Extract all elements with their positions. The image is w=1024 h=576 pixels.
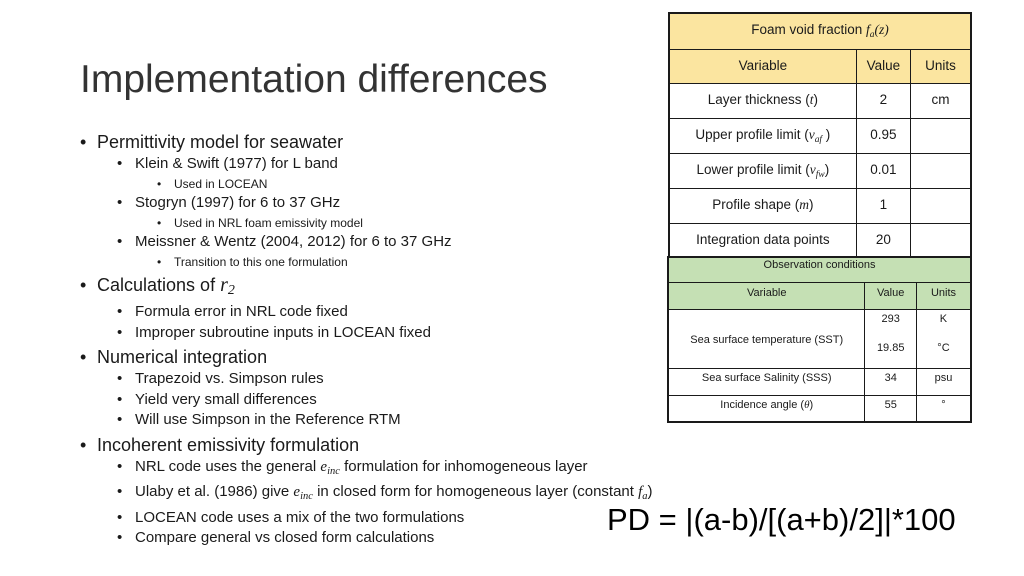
foam-variable-cell: Profile shape (m) xyxy=(669,188,856,223)
obs-header-value: Value xyxy=(865,282,917,309)
bullet-trapezoid: • Trapezoid vs. Simpson rules xyxy=(80,369,720,390)
obs-incidence-value: 55 xyxy=(865,395,917,422)
obs-sst-label: Sea surface temperature (SST) xyxy=(668,309,865,368)
table-row xyxy=(668,395,971,422)
bullet-stogryn-note: • Used in NRL foam emissivity model xyxy=(80,214,720,233)
calculations-label: Calculations of xyxy=(97,275,216,295)
foam-units-cell xyxy=(911,153,971,188)
slide-title: Implementation differences xyxy=(80,58,548,101)
foam-value-cell: 20 xyxy=(856,223,910,258)
bullet-klein-swift: • Klein & Swift (1977) for L band xyxy=(80,154,720,175)
bullet-stogryn: • Stogryn (1997) for 6 to 37 GHz xyxy=(80,193,720,214)
foam-units-cell xyxy=(911,223,971,258)
table-row xyxy=(668,309,971,368)
percent-difference-formula: PD = |(a-b)/[(a+b)/2]|*100 xyxy=(607,502,956,537)
bullet-calculations xyxy=(80,274,720,302)
bullet-permittivity: • Permittivity model for seawater xyxy=(80,131,720,154)
foam-units-cell xyxy=(911,118,971,153)
sst-value-celsius: 19.85 xyxy=(876,341,905,354)
obs-incidence-label: Incidence angle (θ) xyxy=(668,395,865,422)
bullet-small-differences: • Yield very small differences xyxy=(80,390,720,411)
obs-sss-label: Sea surface Salinity (SSS) xyxy=(668,368,865,395)
sst-value-kelvin: 293 xyxy=(881,312,900,325)
table-row xyxy=(669,188,971,223)
foam-value-cell: 1 xyxy=(856,188,910,223)
obs-incidence-unit: ° xyxy=(916,395,971,422)
bullet-incoherent: • Incoherent emissivity formulation xyxy=(80,434,720,457)
foam-value-cell: 2 xyxy=(856,83,910,118)
bullet-simpson-reference: • Will use Simpson in the Reference RTM xyxy=(80,410,720,431)
obs-header-variable: Variable xyxy=(668,282,865,309)
obs-table-title: Observation conditions xyxy=(668,257,971,282)
sst-unit-kelvin: K xyxy=(939,312,948,325)
sst-unit-celsius: °C xyxy=(937,341,950,354)
bullet-list xyxy=(80,128,720,549)
bullet-numerical: • Numerical integration xyxy=(80,346,720,369)
table-row xyxy=(669,118,971,153)
bullet-meissner-note: • Transition to this one formulation xyxy=(80,253,720,272)
bullet-locean-mix: • LOCEAN code uses a mix of the two formulations xyxy=(80,508,720,529)
table-row xyxy=(669,223,971,258)
foam-value-cell: 0.01 xyxy=(856,153,910,188)
foam-variable-cell: Upper profile limit ($v_{af}$ ) xyxy=(669,118,856,153)
obs-sst-values xyxy=(865,309,917,368)
bullet-formula-error: • Formula error in NRL code fixed xyxy=(80,302,720,323)
table-row xyxy=(669,83,971,118)
foam-variable-cell: Layer thickness (t) xyxy=(669,83,856,118)
foam-header-units: Units xyxy=(911,49,971,83)
foam-table-title: Foam void fraction $f_a(z)$ xyxy=(669,13,971,49)
table-row xyxy=(669,153,971,188)
obs-sss-value: 34 xyxy=(865,368,917,395)
bullet-subroutine-inputs: • Improper subroutine inputs in LOCEAN fixed xyxy=(80,323,720,344)
obs-header-units: Units xyxy=(916,282,971,309)
foam-parameters-table xyxy=(668,12,972,259)
bullet-klein-note: • Used in LOCEAN xyxy=(80,175,720,194)
observation-conditions-table xyxy=(667,256,972,423)
foam-units-cell: cm xyxy=(911,83,971,118)
bullet-meissner: • Meissner & Wentz (2004, 2012) for 6 to 37 GHz xyxy=(80,232,720,253)
foam-header-variable: Variable xyxy=(669,49,856,83)
foam-variable-cell: Lower profile limit $(v_{fw})$ xyxy=(669,153,856,188)
table-row xyxy=(668,368,971,395)
foam-variable-cell: Integration data points xyxy=(669,223,856,258)
bullet-nrl-general: • NRL code uses the general $e_{inc}$ formulation for inhomogeneous layer xyxy=(80,457,720,483)
bullet-ulaby: • Ulaby et al. (1986) give $e_{inc}$ in closed form for homogeneous layer (constant $f_a$) xyxy=(80,482,720,508)
bullet-compare: • Compare general vs closed form calculations xyxy=(80,528,720,549)
obs-sst-units xyxy=(916,309,971,368)
foam-value-cell: 0.95 xyxy=(856,118,910,153)
obs-sss-unit: psu xyxy=(916,368,971,395)
foam-header-value: Value xyxy=(856,49,910,83)
foam-units-cell xyxy=(911,188,971,223)
r2-symbol: $r_2$ xyxy=(220,274,235,298)
